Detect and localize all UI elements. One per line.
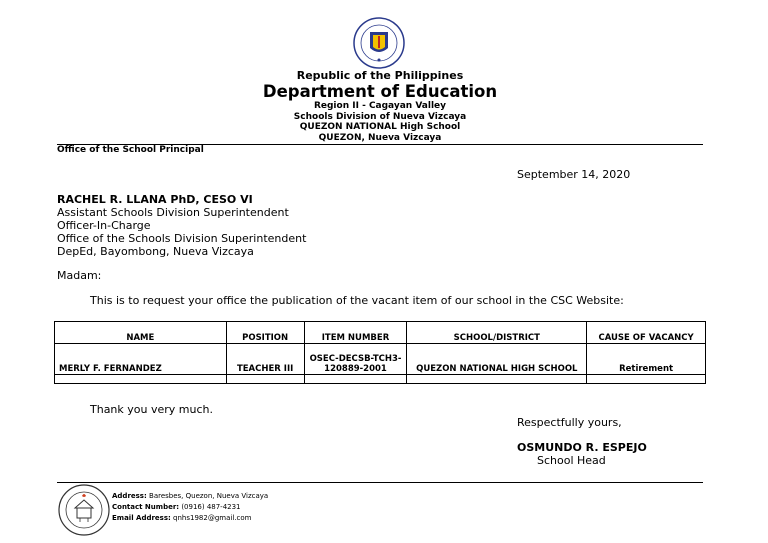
table-header-row bbox=[55, 322, 706, 344]
salutation: Madam: bbox=[57, 269, 102, 282]
table-row bbox=[55, 344, 706, 375]
cell-position: TEACHER III bbox=[226, 344, 304, 375]
addressee-line: Assistant Schools Division Superintendent bbox=[57, 206, 289, 219]
region-line: Region II - Cagayan Valley bbox=[313, 101, 447, 111]
table-row-empty bbox=[55, 375, 706, 384]
school-line: QUEZON NATIONAL High School bbox=[299, 122, 461, 132]
cell-school-district: QUEZON NATIONAL HIGH SCHOOL bbox=[407, 344, 587, 375]
header-divider bbox=[57, 144, 703, 145]
addressee-line: Officer-In-Charge bbox=[57, 219, 151, 232]
footer-divider bbox=[57, 482, 703, 483]
division-line: Schools Division of Nueva Vizcaya bbox=[293, 112, 467, 122]
letter-date: September 14, 2020 bbox=[517, 168, 631, 181]
signer-name: OSMUNDO R. ESPEJO bbox=[517, 441, 647, 454]
republic-line: Republic of the Philippines bbox=[296, 69, 464, 82]
header-name: NAME bbox=[55, 322, 227, 344]
footer-address: Address: Baresbes, Quezon, Nueva Vizcaya bbox=[112, 492, 269, 500]
signer-role: School Head bbox=[537, 454, 606, 467]
school-logo bbox=[58, 484, 110, 536]
cell-item-number: OSEC-DECSB-TCH3-120889-2001 bbox=[304, 344, 407, 375]
cell-cause: Retirement bbox=[587, 344, 706, 375]
addressee-name: RACHEL R. LLANA PhD, CESO VI bbox=[57, 193, 253, 206]
footer-contact-number: Contact Number: (0916) 487-4231 bbox=[112, 503, 241, 511]
vacancy-table bbox=[54, 321, 706, 384]
deped-seal-logo bbox=[353, 17, 405, 69]
office-label: Office of the School Principal bbox=[57, 145, 204, 155]
addressee-block bbox=[57, 193, 306, 258]
town-line: QUEZON, Nueva Vizcaya bbox=[318, 133, 442, 143]
department-title: Department of Education bbox=[262, 82, 498, 101]
request-paragraph: This is to request your office the publication of the vacant item of our school in the CSC Website: bbox=[90, 294, 624, 307]
addressee-line: Office of the Schools Division Superintendent bbox=[57, 232, 307, 245]
header-position: POSITION bbox=[226, 322, 304, 344]
addressee-line: DepEd, Bayombong, Nueva Vizcaya bbox=[57, 245, 254, 258]
closing-line: Thank you very much. bbox=[90, 403, 213, 416]
complimentary-close: Respectfully yours, bbox=[517, 416, 622, 429]
footer-contact bbox=[112, 491, 268, 524]
header-item-number: ITEM NUMBER bbox=[304, 322, 407, 344]
footer-email: Email Address: qnhs1982@gmail.com bbox=[112, 514, 252, 522]
cell-name: MERLY F. FERNANDEZ bbox=[55, 344, 227, 375]
header-school-district: SCHOOL/DISTRICT bbox=[407, 322, 587, 344]
header-cause-of-vacancy: CAUSE OF VACANCY bbox=[587, 322, 706, 344]
